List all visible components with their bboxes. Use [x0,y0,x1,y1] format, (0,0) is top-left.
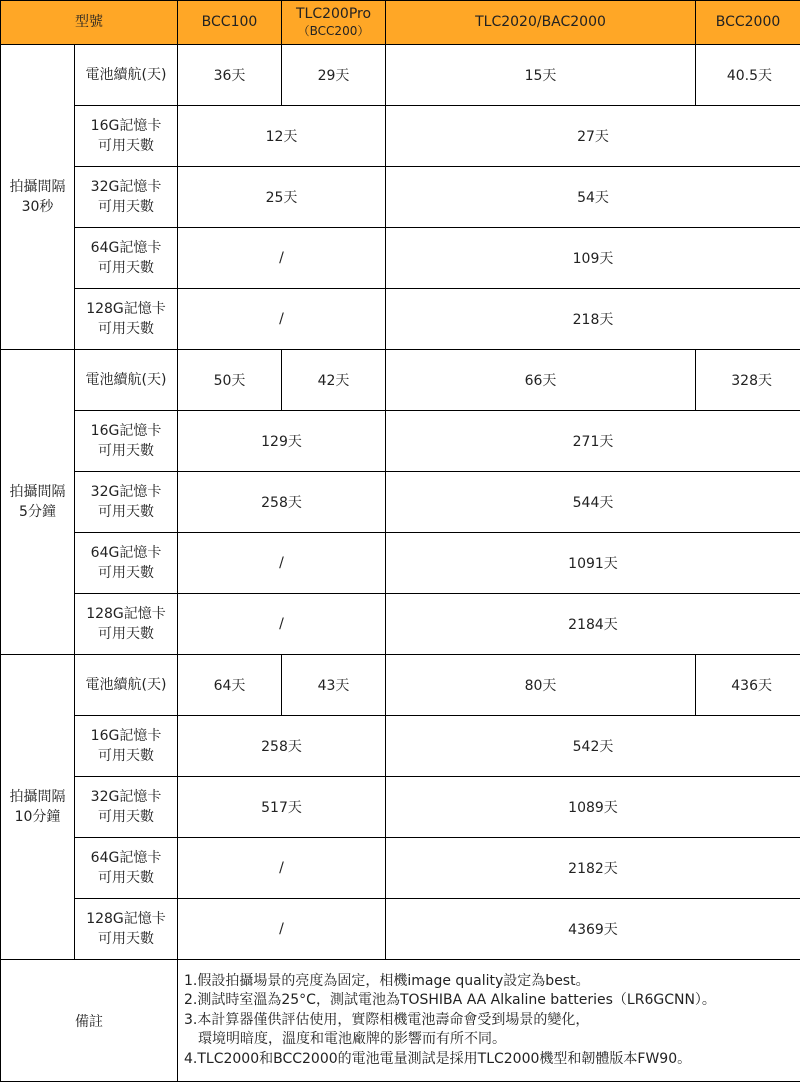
note-line-4: 4.TLC2000和BCC2000的電池電量測試是採用TLC2000機型和韌體版本FW90。 [184,1050,794,1070]
card-label-line1: 32G記憶卡 [91,484,162,500]
col-header-tlc200pro-line2: （BCC200） [298,24,370,38]
card32-bcc-value: 25天 [178,167,386,228]
battery-tlc2020-value: 66天 [386,350,696,411]
card-label-line1: 64G記憶卡 [91,240,162,256]
notes-row [1,960,800,1082]
group-10min-card128-row [1,899,800,960]
battery-bcc100-value: 50天 [178,350,282,411]
card16-label [75,716,178,777]
card-label-line1: 16G記憶卡 [91,423,162,439]
card128-label [75,899,178,960]
card128-label [75,594,178,655]
card64-tlc-value: 2182天 [386,838,800,899]
model-header: 型號 [1,1,178,45]
battery-bcc2000-value: 436天 [696,655,800,716]
group-10min-card64-row [1,838,800,899]
notes-label: 備註 [1,960,178,1082]
card-label-line1: 64G記憶卡 [91,850,162,866]
battery-bcc2000-value: 328天 [696,350,800,411]
card-label-line2: 可用天數 [98,565,154,581]
card-label-line1: 16G記憶卡 [91,728,162,744]
note-line-2: 2.測試時室溫為25°C，測試電池為TOSHIBA AA Alkaline batteries（LR6GCNN）。 [184,991,794,1011]
battery-tlc2020-value: 15天 [386,45,696,106]
card128-tlc-value: 2184天 [386,594,800,655]
group-30s-card16-row [1,106,800,167]
card64-tlc-value: 1091天 [386,533,800,594]
group-label-line2: 10分鐘 [15,809,61,825]
battery-life-label: 電池續航(天) [75,350,178,411]
battery-bcc100-value: 64天 [178,655,282,716]
card-label-line2: 可用天數 [98,626,154,642]
group-10min-card32-row [1,777,800,838]
card32-tlc-value: 1089天 [386,777,800,838]
group-30s-card32-row [1,167,800,228]
battery-life-label: 電池續航(天) [75,45,178,106]
card64-bcc-value: / [178,228,386,289]
card128-tlc-value: 218天 [386,289,800,350]
card-label-line1: 128G記憶卡 [86,606,166,622]
battery-bcc2000-value: 40.5天 [696,45,800,106]
group-5min-card128-row [1,594,800,655]
card64-bcc-value: / [178,838,386,899]
card64-label [75,228,178,289]
group-30s-card128-row [1,289,800,350]
card-label-line1: 64G記憶卡 [91,545,162,561]
note-line-1: 1.假設拍攝場景的亮度為固定，相機image quality設定為best。 [184,972,794,992]
card128-label [75,289,178,350]
card64-label [75,838,178,899]
col-header-tlc200pro [282,1,386,45]
col-header-bcc2000: BCC2000 [696,1,800,45]
header-row [1,1,800,45]
card-label-line2: 可用天數 [98,931,154,947]
card64-label [75,533,178,594]
group-5min-card64-row [1,533,800,594]
battery-bcc100-value: 36天 [178,45,282,106]
group-10min-card16-row [1,716,800,777]
group-label-line1: 拍攝間隔 [10,789,66,805]
group-30s-battery-row [1,45,800,106]
group-5min-card16-row [1,411,800,472]
card-label-line2: 可用天數 [98,870,154,886]
note-line-3-cont: 環境明暗度，溫度和電池廠牌的影響而有所不同。 [184,1030,794,1050]
card-label-line1: 128G記憶卡 [86,301,166,317]
group-10min-battery-row [1,655,800,716]
notes-content [178,960,800,1082]
battery-tlc200pro-value: 43天 [282,655,386,716]
card16-tlc-value: 542天 [386,716,800,777]
card-label-line2: 可用天數 [98,443,154,459]
card-label-line2: 可用天數 [98,809,154,825]
group-label-5min [1,350,75,655]
card32-label [75,167,178,228]
card16-tlc-value: 271天 [386,411,800,472]
card-label-line2: 可用天數 [98,199,154,215]
group-label-line1: 拍攝間隔 [10,484,66,500]
group-label-line2: 5分鐘 [19,504,56,520]
card32-label [75,777,178,838]
card16-label [75,411,178,472]
card-label-line2: 可用天數 [98,748,154,764]
card-label-line2: 可用天數 [98,321,154,337]
card16-label [75,106,178,167]
battery-tlc200pro-value: 42天 [282,350,386,411]
group-label-line2: 30秒 [22,199,54,215]
card-label-line2: 可用天數 [98,504,154,520]
card32-label [75,472,178,533]
card128-bcc-value: / [178,289,386,350]
card128-bcc-value: / [178,899,386,960]
card32-tlc-value: 544天 [386,472,800,533]
col-header-tlc200pro-line1: TLC200Pro [296,6,371,22]
card-label-line1: 16G記憶卡 [91,118,162,134]
card64-tlc-value: 109天 [386,228,800,289]
card16-bcc-value: 12天 [178,106,386,167]
group-label-line1: 拍攝間隔 [10,179,66,195]
card128-bcc-value: / [178,594,386,655]
group-label-30s [1,45,75,350]
group-30s-card64-row [1,228,800,289]
card-label-line2: 可用天數 [98,260,154,276]
card128-tlc-value: 4369天 [386,899,800,960]
card16-bcc-value: 129天 [178,411,386,472]
note-line-3: 3.本計算器僅供評估使用，實際相機電池壽命會受到場景的變化， [184,1011,794,1031]
battery-tlc2020-value: 80天 [386,655,696,716]
card-label-line1: 32G記憶卡 [91,179,162,195]
card64-bcc-value: / [178,533,386,594]
col-header-bcc100: BCC100 [178,1,282,45]
card-label-line1: 128G記憶卡 [86,911,166,927]
card16-bcc-value: 258天 [178,716,386,777]
card32-bcc-value: 258天 [178,472,386,533]
group-5min-card32-row [1,472,800,533]
col-header-tlc2020: TLC2020/BAC2000 [386,1,696,45]
battery-tlc200pro-value: 29天 [282,45,386,106]
group-5min-battery-row [1,350,800,411]
card16-tlc-value: 27天 [386,106,800,167]
card32-bcc-value: 517天 [178,777,386,838]
card32-tlc-value: 54天 [386,167,800,228]
card-label-line1: 32G記憶卡 [91,789,162,805]
battery-life-label: 電池續航(天) [75,655,178,716]
card-label-line2: 可用天數 [98,138,154,154]
group-label-10min [1,655,75,960]
